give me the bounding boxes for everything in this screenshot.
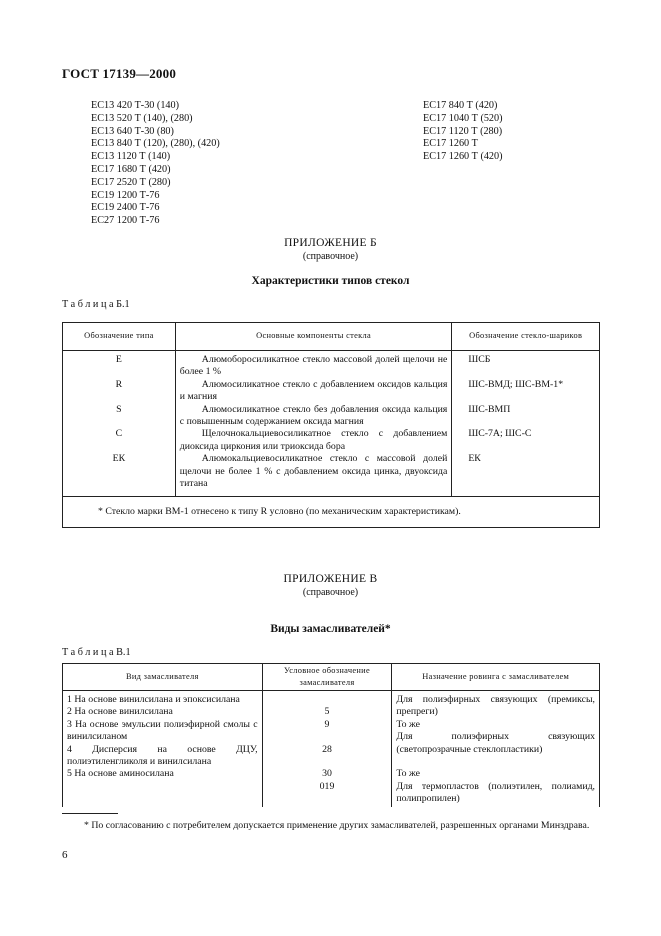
components-cell: Алюмокальциевосиликатное стекло с массовой долей щелочи не более 1 % с добавлением оксида цинка, двуоксида титана [175,453,452,497]
appendix-v-title: ПРИЛОЖЕНИЕ В [283,573,378,585]
column-header-components: Основные компоненты стекла [175,323,452,351]
footnote-divider [62,813,118,814]
designation-item: ЕС13 520 Т (140), (280) [91,112,193,124]
column-header-sizing-type: Вид замасливателя [63,664,263,691]
glass-type-cell: C [63,428,176,453]
table-row [63,428,600,453]
designation-item: ЕС17 1040 Т (520) [423,112,503,124]
page-footnote: * По согласованию с потребителем допускается применение других замасливателей, разрешенных органами Минздрава. [84,820,590,831]
designation-item: ЕС17 1260 Т (420) [423,151,503,163]
designations-left-column [91,100,220,228]
designation-item: ЕС13 1120 Т (140) [91,151,171,163]
column-header-beads: Обозначение стекло-шариков [452,323,600,351]
glass-type-cell: ЕК [63,453,176,497]
components-cell: Алюмосиликатное стекло с добавлением оксидов кальция и магния [175,379,452,404]
designation-item: ЕС17 2520 Т (280) [91,176,171,188]
table-b1 [62,322,600,528]
components-cell: Алюмосиликатное стекло без добавления оксида кальция с повышенным содержанием оксида магния [175,404,452,429]
column-header-purpose: Назначение ровинга с замасливателем [392,664,600,691]
document-header: ГОСТ 17139—2000 [62,66,177,81]
designation-item: ЕС17 840 Т (420) [423,100,498,111]
table-row [63,351,600,379]
components-cell: Щелочнокальциевосиликатное стекло с добавлением диоксида циркония или триоксида бора [175,428,452,453]
table-label-word: Таблица [62,647,117,658]
beads-cell: ШС-ВМП [452,404,600,429]
designation-item: ЕС27 1200 Т-76 [91,215,160,227]
beads-cell: ШСБ [452,351,600,379]
beads-cell: ЕК [452,453,600,497]
appendix-b-heading: Характеристики типов стекол [251,275,410,287]
table-label-number: В.1 [116,647,131,658]
glass-type-cell: E [63,351,176,379]
sizing-types-cell: 1 На основе винилсилана и эпоксисилана 2 На основе винилсилана 3 На основе эмульсии полиэфирной смолы с винилсиланом 4 Дисперсия на основе ДЦУ, полиэтиленгликоля и винилсилана 5 На основе аминосилана [63,691,263,808]
beads-cell: ШС-7А; ШС-С [452,428,600,453]
column-header-type: Обозначение типа [63,323,176,351]
table-label-word: Таблица [62,299,117,310]
designation-item: ЕС17 1680 Т (420) [91,163,171,175]
designation-item: ЕС17 1260 Т [423,138,478,150]
table-b1-label [62,299,130,310]
designation-item: ЕС19 1200 Т-76 [91,189,160,201]
designation-item: ЕС13 840 Т (120), (280), (420) [91,138,220,150]
table-b1-footnote: * Стекло марки ВМ-1 отнесено к типу R условно (по механическим характеристикам). [63,497,600,528]
appendix-b-subtitle: (справочное) [302,251,359,262]
designation-item: ЕС19 2400 Т-76 [91,202,160,214]
glass-type-cell: S [63,404,176,429]
column-header-designation: Условное обозначение замасливателя [262,664,392,691]
designation-item: ЕС13 420 Т-30 (140) [91,100,179,111]
components-cell: Алюмоборосиликатное стекло массовой долей щелочи не более 1 % [175,351,452,379]
table-row [63,453,600,497]
glass-type-cell: R [63,379,176,404]
table-v1 [62,663,600,807]
page-number: 6 [62,849,68,861]
sizing-designations-cell: 5 9 28 30 019 [262,691,392,808]
designation-item: ЕС17 1120 Т (280) [423,125,503,137]
table-row [63,379,600,404]
table-v1-label [62,647,131,658]
appendix-b-title: ПРИЛОЖЕНИЕ Б [284,237,377,249]
beads-cell: ШС-ВМД; ШС-ВМ-1* [452,379,600,404]
appendix-v-heading: Виды замасливателей* [270,623,391,635]
table-label-number: Б.1 [116,299,130,310]
appendix-v-subtitle: (справочное) [302,587,359,598]
table-row [63,404,600,429]
designation-item: ЕС13 640 Т-30 (80) [91,125,174,137]
roving-purpose-cell: Для полиэфирных связующих (премиксы, препреги) То же Для полиэфирных связующих (светопрозрачные стеклопластики) То же Для термопластов (полиэтилен, полиамид, полипропилен) [392,691,600,808]
designations-right-column [423,100,503,164]
